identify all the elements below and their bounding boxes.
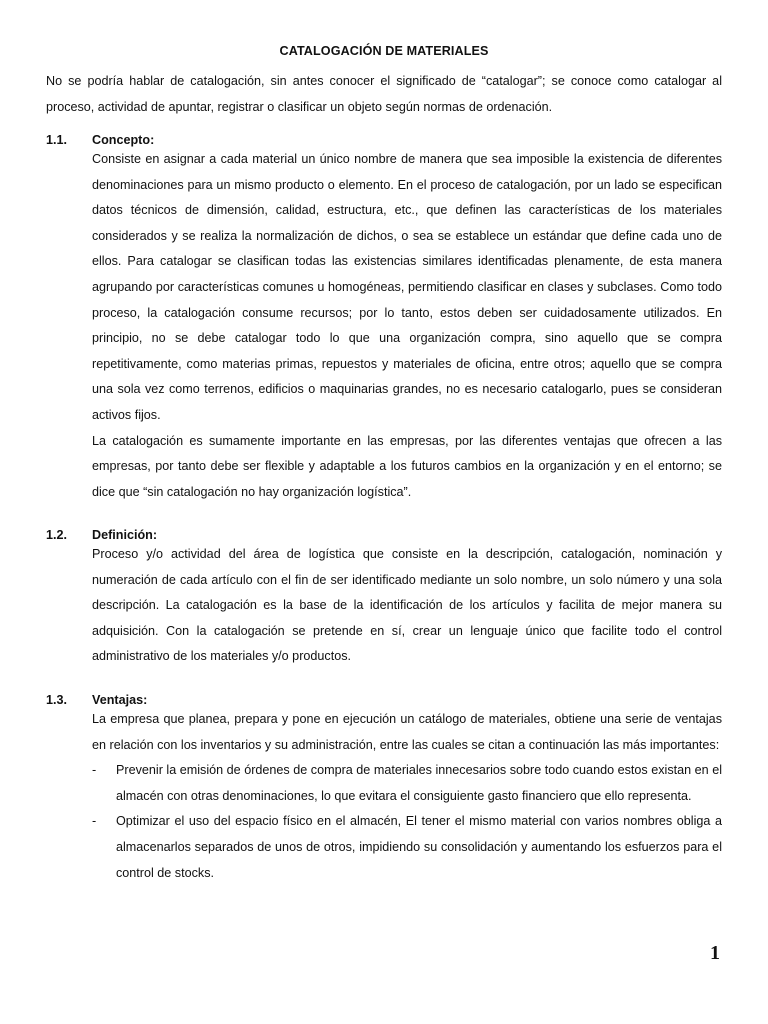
section-title: Ventajas:	[92, 693, 148, 707]
bullet-marker: -	[92, 814, 97, 829]
bullet-marker: -	[92, 763, 97, 778]
section-body	[92, 707, 722, 886]
section-definicion	[46, 528, 722, 670]
section-number: 1.3.	[46, 693, 68, 707]
section-body	[92, 147, 722, 505]
paragraph: Consiste en asignar a cada material un único nombre de manera que sea imposible la existencia de diferentes denominaciones para un mismo producto o elemento. En el proceso de catalogación, por un lado se especifican datos técnicos de dimensión, calidad, estructura, etc., que definen las características de los materiales considerados y se realiza la normalización de dichos, o sea se establece un estándar que define cada uno de ellos. Para catalogar se clasifican todas las existencias similares identificadas plenamente, de esta manera agrupando por características comunes u homogéneas, permitiendo clasificar en clases y subclases. Como todo proceso, la catalogación consume recursos; por lo tanto, estos deben ser cuidadosamente utilizados. En principio, no se debe catalogar todo lo que una organización compra, sino aquello que se compra repetitivamente, como materias primas, repuestos y materiales de oficina, entre otros; aquello que se compra una sola vez como terrenos, edificios o maquinarias grandes, no es necesario catalogarlo, pues se consideran activos fijos.	[92, 152, 722, 422]
section-title: Definición:	[92, 528, 158, 542]
list-item-text: Optimizar el uso del espacio físico en el almacén, El tener el mismo material con varios nombres obliga a almacenarlos separados de unos de otros, impidiendo su consolidación y aumentando los esfuerzos para el control de stocks.	[116, 814, 722, 880]
section-title: Concepto:	[92, 133, 155, 147]
list-item	[92, 809, 722, 886]
section-heading	[46, 528, 722, 548]
list-item-text: Prevenir la emisión de órdenes de compra de materiales innecesarios sobre todo cuando estos existan en el almacén con otras denominaciones, lo que evitara el consiguiente gasto financiero que ello representa.	[116, 763, 722, 803]
document-title: CATALOGACIÓN DE MATERIALES	[279, 44, 489, 58]
section-number: 1.1.	[46, 133, 68, 147]
list-item	[92, 758, 722, 809]
intro-paragraph: No se podría hablar de catalogación, sin antes conocer el significado de “catalogar”; se conoce como catalogar al proceso, actividad de apuntar, registrar o clasificar un objeto según normas de ordenación.	[46, 74, 722, 114]
section-heading	[46, 133, 722, 153]
section-ventajas	[46, 693, 722, 886]
section-heading	[46, 693, 722, 713]
section-concepto	[46, 133, 722, 505]
section-number: 1.2.	[46, 528, 68, 542]
paragraph: La empresa que planea, prepara y pone en ejecución un catálogo de materiales, obtiene una serie de ventajas en relación con los inventarios y su administración, entre las cuales se citan a continuación las más importantes:	[92, 712, 722, 752]
paragraph: La catalogación es sumamente importante en las empresas, por las diferentes ventajas que ofrecen a las empresas, por tanto debe ser flexible y adaptable a los futuros cambios en la organización y en el entorno; se dice que “sin catalogación no hay organización logística”.	[92, 433, 722, 499]
page-number: 1	[710, 942, 720, 964]
paragraph: Proceso y/o actividad del área de logística que consiste en la descripción, catalogación, nominación y numeración de cada artículo con el fin de ser identificado mediante un solo nombre, un solo número y una sola descripción. La catalogación es la base de la identificación de los artículos y facilita de mejor manera su adquisición. Con la catalogación se pretende en sí, crear un lenguaje único que facilite todo el control administrativo de los materiales y/o productos.	[92, 547, 722, 664]
section-body	[92, 542, 722, 670]
